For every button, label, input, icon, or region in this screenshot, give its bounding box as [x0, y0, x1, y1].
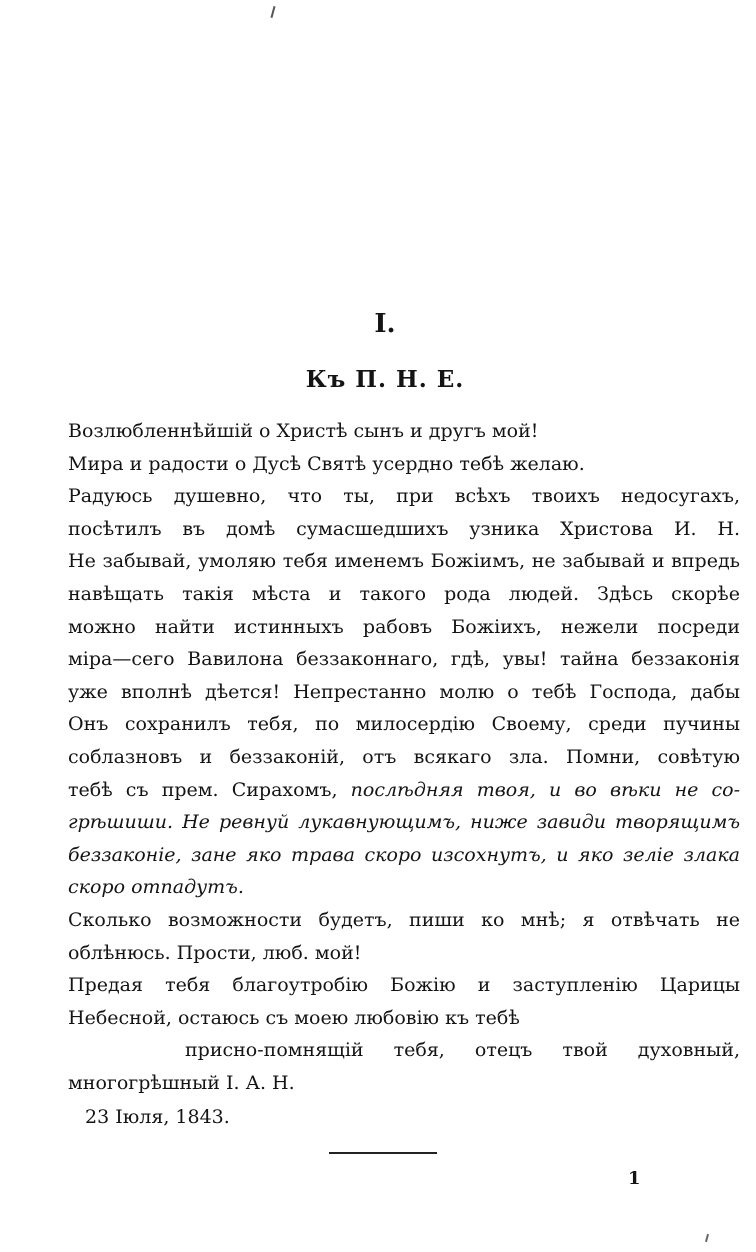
- paragraph-line: можно найти истинныхъ рабовъ Божіихъ, нежели посреди: [68, 615, 740, 638]
- signature-line: присно-помнящій тебя, отецъ твой духовный,: [185, 1039, 740, 1062]
- plain-text: тебѣ съ прем. Сирахомъ,: [68, 778, 351, 801]
- paragraph-line-mixed: [68, 774, 740, 807]
- signature-name: многогрѣшный І. А. Н.: [68, 1071, 295, 1094]
- scripture-quote-line: беззаконіе, зане яко трава скоро изсохнутъ, и яко зеліе злака: [68, 843, 740, 866]
- scan-speck: [270, 6, 275, 18]
- paragraph-line: Сколько возможности будетъ, пиши ко мнѣ; я отвѣчать не: [68, 908, 740, 931]
- letter-heading: Къ П. Н. Е.: [305, 366, 465, 393]
- page-number: 1: [628, 1168, 641, 1189]
- scripture-quote-line: грѣшиши. Не ревнуй лукавнующимъ, ниже завиди творящимъ: [68, 811, 740, 834]
- section-divider: [329, 1152, 437, 1154]
- wish-line: Мира и радости о Дусѣ Святѣ усердно тебѣ желаю.: [68, 452, 585, 475]
- paragraph-line: Радуюсь душевно, что ты, при всѣхъ твоихъ недосугахъ,: [68, 485, 740, 508]
- paragraph-line: навѣщать такія мѣста и такого рода людей. Здѣсь скорѣе: [68, 582, 740, 605]
- letter-body: [68, 415, 740, 1134]
- scripture-quote: послѣдняя твоя, и во вѣки не со-: [350, 778, 740, 801]
- scripture-quote-line: скоро отпадутъ.: [68, 876, 244, 899]
- paragraph-line: уже вполнѣ дѣется! Непрестанно молю о тебѣ Господа, дабы: [68, 680, 740, 703]
- paragraph-line: Онъ сохранилъ тебя, по милосердію Своему, среди пучины: [68, 713, 740, 736]
- paragraph-line: посѣтилъ въ домѣ сумасшедшихъ узника Христова И. Н.: [68, 517, 740, 540]
- chapter-number: I.: [374, 309, 396, 339]
- paragraph-line: Небесной, остаюсь съ моею любовію къ тебѣ: [68, 1006, 520, 1029]
- paragraph-line: міра—сего Вавилона беззаконнаго, гдѣ, увы! тайна беззаконія: [68, 648, 740, 671]
- paragraph-line: Предая тебя благоутробію Божію и заступленію Царицы: [68, 974, 740, 997]
- paragraph-line: Не забывай, умоляю тебя именемъ Божіимъ, не забывай и впредь: [68, 550, 740, 573]
- paragraph-line: соблазновъ и беззаконій, отъ всякаго зла. Помни, совѣтую: [68, 745, 740, 768]
- paragraph-line: облѣнюсь. Прости, люб. мой!: [68, 941, 362, 964]
- scan-speck: [705, 1234, 709, 1242]
- greeting-line: Возлюбленнѣйшій о Христѣ сынъ и другъ мой!: [68, 420, 539, 442]
- letter-date: 23 Іюля, 1843.: [85, 1106, 230, 1129]
